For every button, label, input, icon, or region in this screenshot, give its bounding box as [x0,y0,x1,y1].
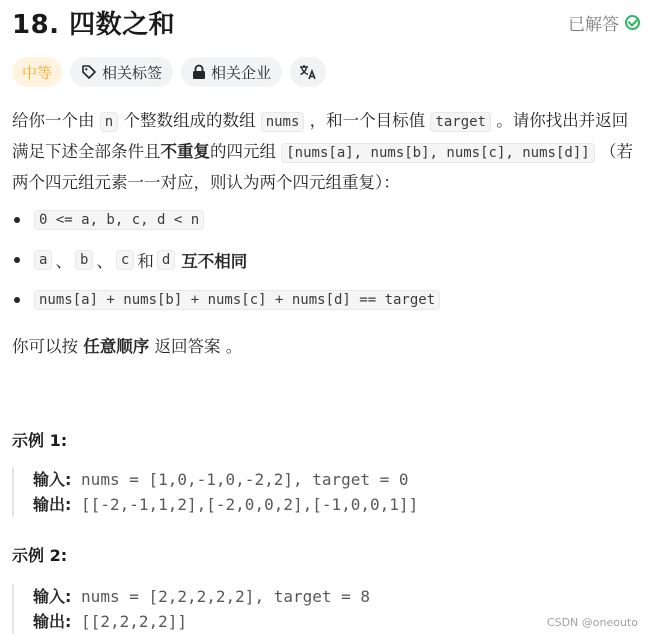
order-note [12,333,242,357]
code-b: b [75,250,93,270]
code-quadruple: [nums[a], nums[b], nums[c], nums[d]] [281,143,594,163]
problem-title[interactable]: 18. 四数之和 [12,9,176,40]
example-1-output: [[-2,-1,1,2],[-2,0,0,2],[-1,0,0,1]] [81,495,419,514]
title-row [12,2,640,42]
input-label: 输入: [33,470,72,489]
check-circle-icon [625,15,640,30]
lock-icon [192,64,206,80]
related-topics-label: 相关标签 [102,63,163,82]
desc-bold: 不重复 [160,142,210,161]
and-text: 和 [137,252,154,271]
tag-bar [12,57,326,87]
distinct-bold: 互不相同 [181,252,248,271]
code-nums: nums [261,112,305,132]
watermark: CSDN @oneouto [546,616,638,629]
example-2-output: [[2,2,2,2]] [81,612,188,631]
example-2-output-line [33,609,632,634]
example-1-output-line [33,492,632,517]
list-item [12,200,637,240]
conditions-list [12,200,637,320]
translate-icon [299,64,317,80]
code-n: n [100,112,118,132]
example-2-block [12,584,632,634]
example-1-input-line [33,467,632,492]
example-1-block [12,467,632,517]
example-2-input-line [33,584,632,609]
example-2-title: 示例 2: [12,546,68,565]
code-condition-1: 0 <= a, b, c, d < n [34,210,204,230]
input-label: 输入: [33,587,72,606]
tag-icon [81,64,97,80]
list-item [12,280,637,320]
desc-text: 给你一个由 [12,111,95,130]
example-1-title: 示例 1: [12,431,68,450]
solved-label: 已解答 [568,14,619,35]
difficulty-label: 中等 [22,63,53,82]
separator: 、 [96,252,113,271]
solved-status [568,10,640,35]
related-companies-label: 相关企业 [211,63,272,82]
difficulty-badge [12,57,62,87]
example-1-input: nums = [1,0,-1,0,-2,2], target = 0 [81,470,409,489]
list-item [12,240,637,280]
related-topics-button[interactable] [70,57,173,87]
code-a: a [34,250,52,270]
example-2-input: nums = [2,2,2,2,2], target = 8 [81,587,371,606]
code-condition-3: nums[a] + nums[b] + nums[c] + nums[d] == target [34,290,440,310]
desc-text: （若两个四元组元素一一对应，则认为两个四元组重复）： [12,142,633,192]
code-d: d [157,250,175,270]
desc-text: ，和一个目标值 [309,111,426,130]
separator: 、 [55,252,72,271]
related-companies-button[interactable] [181,57,282,87]
order-bold: 任意顺序 [83,337,150,356]
code-c: c [116,250,134,270]
output-label: 输出: [33,612,72,631]
order-text: 你可以按 [12,337,78,356]
code-target: target [430,112,491,132]
desc-text: 的四元组 [210,142,276,161]
output-label: 输出: [33,495,72,514]
order-text: 返回答案 。 [154,337,243,356]
desc-text: 。请你找出并返回满足下述全部条件且 [12,111,629,161]
translate-button[interactable] [290,57,326,87]
desc-text: 个整数组成的数组 [123,111,256,130]
problem-description [12,106,637,197]
